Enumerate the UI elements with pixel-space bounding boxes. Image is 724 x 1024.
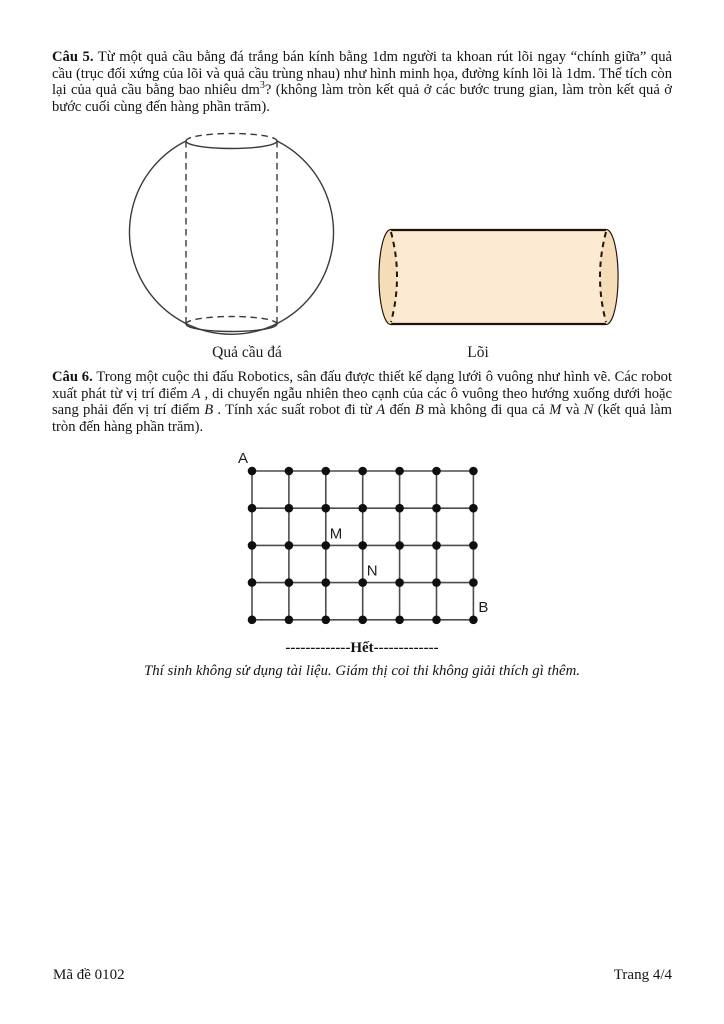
question-6-label: Câu 6. (52, 369, 93, 385)
question-6-text: và (561, 402, 584, 418)
grid-dot (432, 616, 441, 625)
grid-dot (395, 467, 404, 476)
grid-dot (248, 467, 257, 476)
question-6-text: . Tính xác suất robot đi từ (213, 402, 377, 418)
drill-bottom-front-edge (186, 324, 277, 332)
question-6-paragraph (52, 369, 672, 435)
grid-dot (322, 541, 331, 550)
question-5-superscript: 3 (259, 80, 265, 92)
grid-dot (469, 616, 478, 625)
question-6-text: , di chuyển ngẫu nhiên theo cạnh của các ô vuông theo hướng xuống dưới hoặc sang phải đến vị trí điểm (52, 385, 673, 418)
grid-dot (248, 541, 257, 550)
question-5-text-end: ? (không làm tròn kết quả ở các bước trung gian, làm tròn kết quả ở bước cuối cùng đến hàng phần trăm). (52, 82, 672, 115)
grid-dot (358, 541, 367, 550)
grid-dot (285, 616, 294, 625)
grid-dot (395, 616, 404, 625)
footer-page-number: Trang 4/4 (613, 967, 672, 983)
grid-dot (469, 578, 478, 587)
grid-dot (469, 467, 478, 476)
grid-dot (322, 578, 331, 587)
grid-dot (322, 616, 331, 625)
grid-label-B: B (478, 598, 489, 616)
grid-dot (432, 504, 441, 513)
grid-dot (469, 504, 478, 513)
var-A: A (191, 385, 201, 402)
grid-dot (395, 578, 404, 587)
sphere-outline (130, 141, 334, 334)
grid-dot (358, 504, 367, 513)
grid-dot (432, 578, 441, 587)
grid-dot (358, 467, 367, 476)
question-6-text: mà không đi qua cả (423, 402, 550, 418)
grid-figure-svg (228, 444, 498, 634)
grid-dot (285, 467, 294, 476)
core-figure (380, 230, 618, 324)
question-5-figures (0, 0, 724, 380)
drill-top-front-edge (186, 141, 277, 149)
grid-dot (322, 504, 331, 513)
var-A: A (376, 402, 386, 418)
grid-dot (285, 504, 294, 513)
grid-dot (358, 616, 367, 625)
grid-label-A: A (237, 450, 248, 467)
var-M: M (549, 402, 562, 418)
sphere-caption: Quả cầu đá (212, 344, 282, 361)
question-5-label: Câu 5. (52, 49, 94, 65)
grid-dot (395, 504, 404, 513)
sphere-figure (130, 134, 334, 335)
grid-dot (432, 467, 441, 476)
core-caption: Lõi (467, 344, 489, 361)
var-B: B (204, 402, 214, 418)
footer-exam-code: Mã đề 0102 (53, 967, 125, 983)
grid-label-N: N (366, 562, 378, 580)
grid-dot (395, 541, 404, 550)
grid-dot (322, 467, 331, 476)
drill-bottom-back-edge (186, 317, 277, 325)
drill-top-back-edge (186, 134, 277, 141)
grid-dot (285, 541, 294, 550)
question-6-text: Trong một cuộc thi đấu Robotics, sân đấu được thiết kế dạng lưới ô vuông như hình vẽ. Các robot xuất phát từ vị trí điểm (52, 369, 673, 402)
var-N: N (583, 402, 594, 418)
exam-note: Thí sinh không sử dụng tài liệu. Giám thị coi thi không giải thích gì thêm. (144, 663, 580, 679)
question-6-text: (kết quả làm tròn đến hàng phần trăm). (52, 402, 672, 435)
grid-dot (248, 616, 257, 625)
grid-label-M: M (329, 525, 343, 543)
question-6-text: đến (385, 402, 415, 418)
grid-dot (469, 541, 478, 550)
grid-dot (248, 578, 257, 587)
var-B: B (414, 402, 424, 418)
question-5-text: Từ một quả cầu bằng đá trắng bán kính bằng 1dm người ta khoan rút lõi ngay “chính giữa” quả cầu (trục đối xứng của lõi và quả cầu trùng nhau) như hình minh họa, đường kính lõi là 1dm. Thể tích còn lại của quả cầu bằng bao nhiêu dm (52, 49, 672, 98)
grid-dot (285, 578, 294, 587)
end-divider: -------------Hết------------- (285, 640, 439, 656)
grid-dot (248, 504, 257, 513)
core-cylinder-body (380, 230, 618, 324)
grid-dot (432, 541, 441, 550)
